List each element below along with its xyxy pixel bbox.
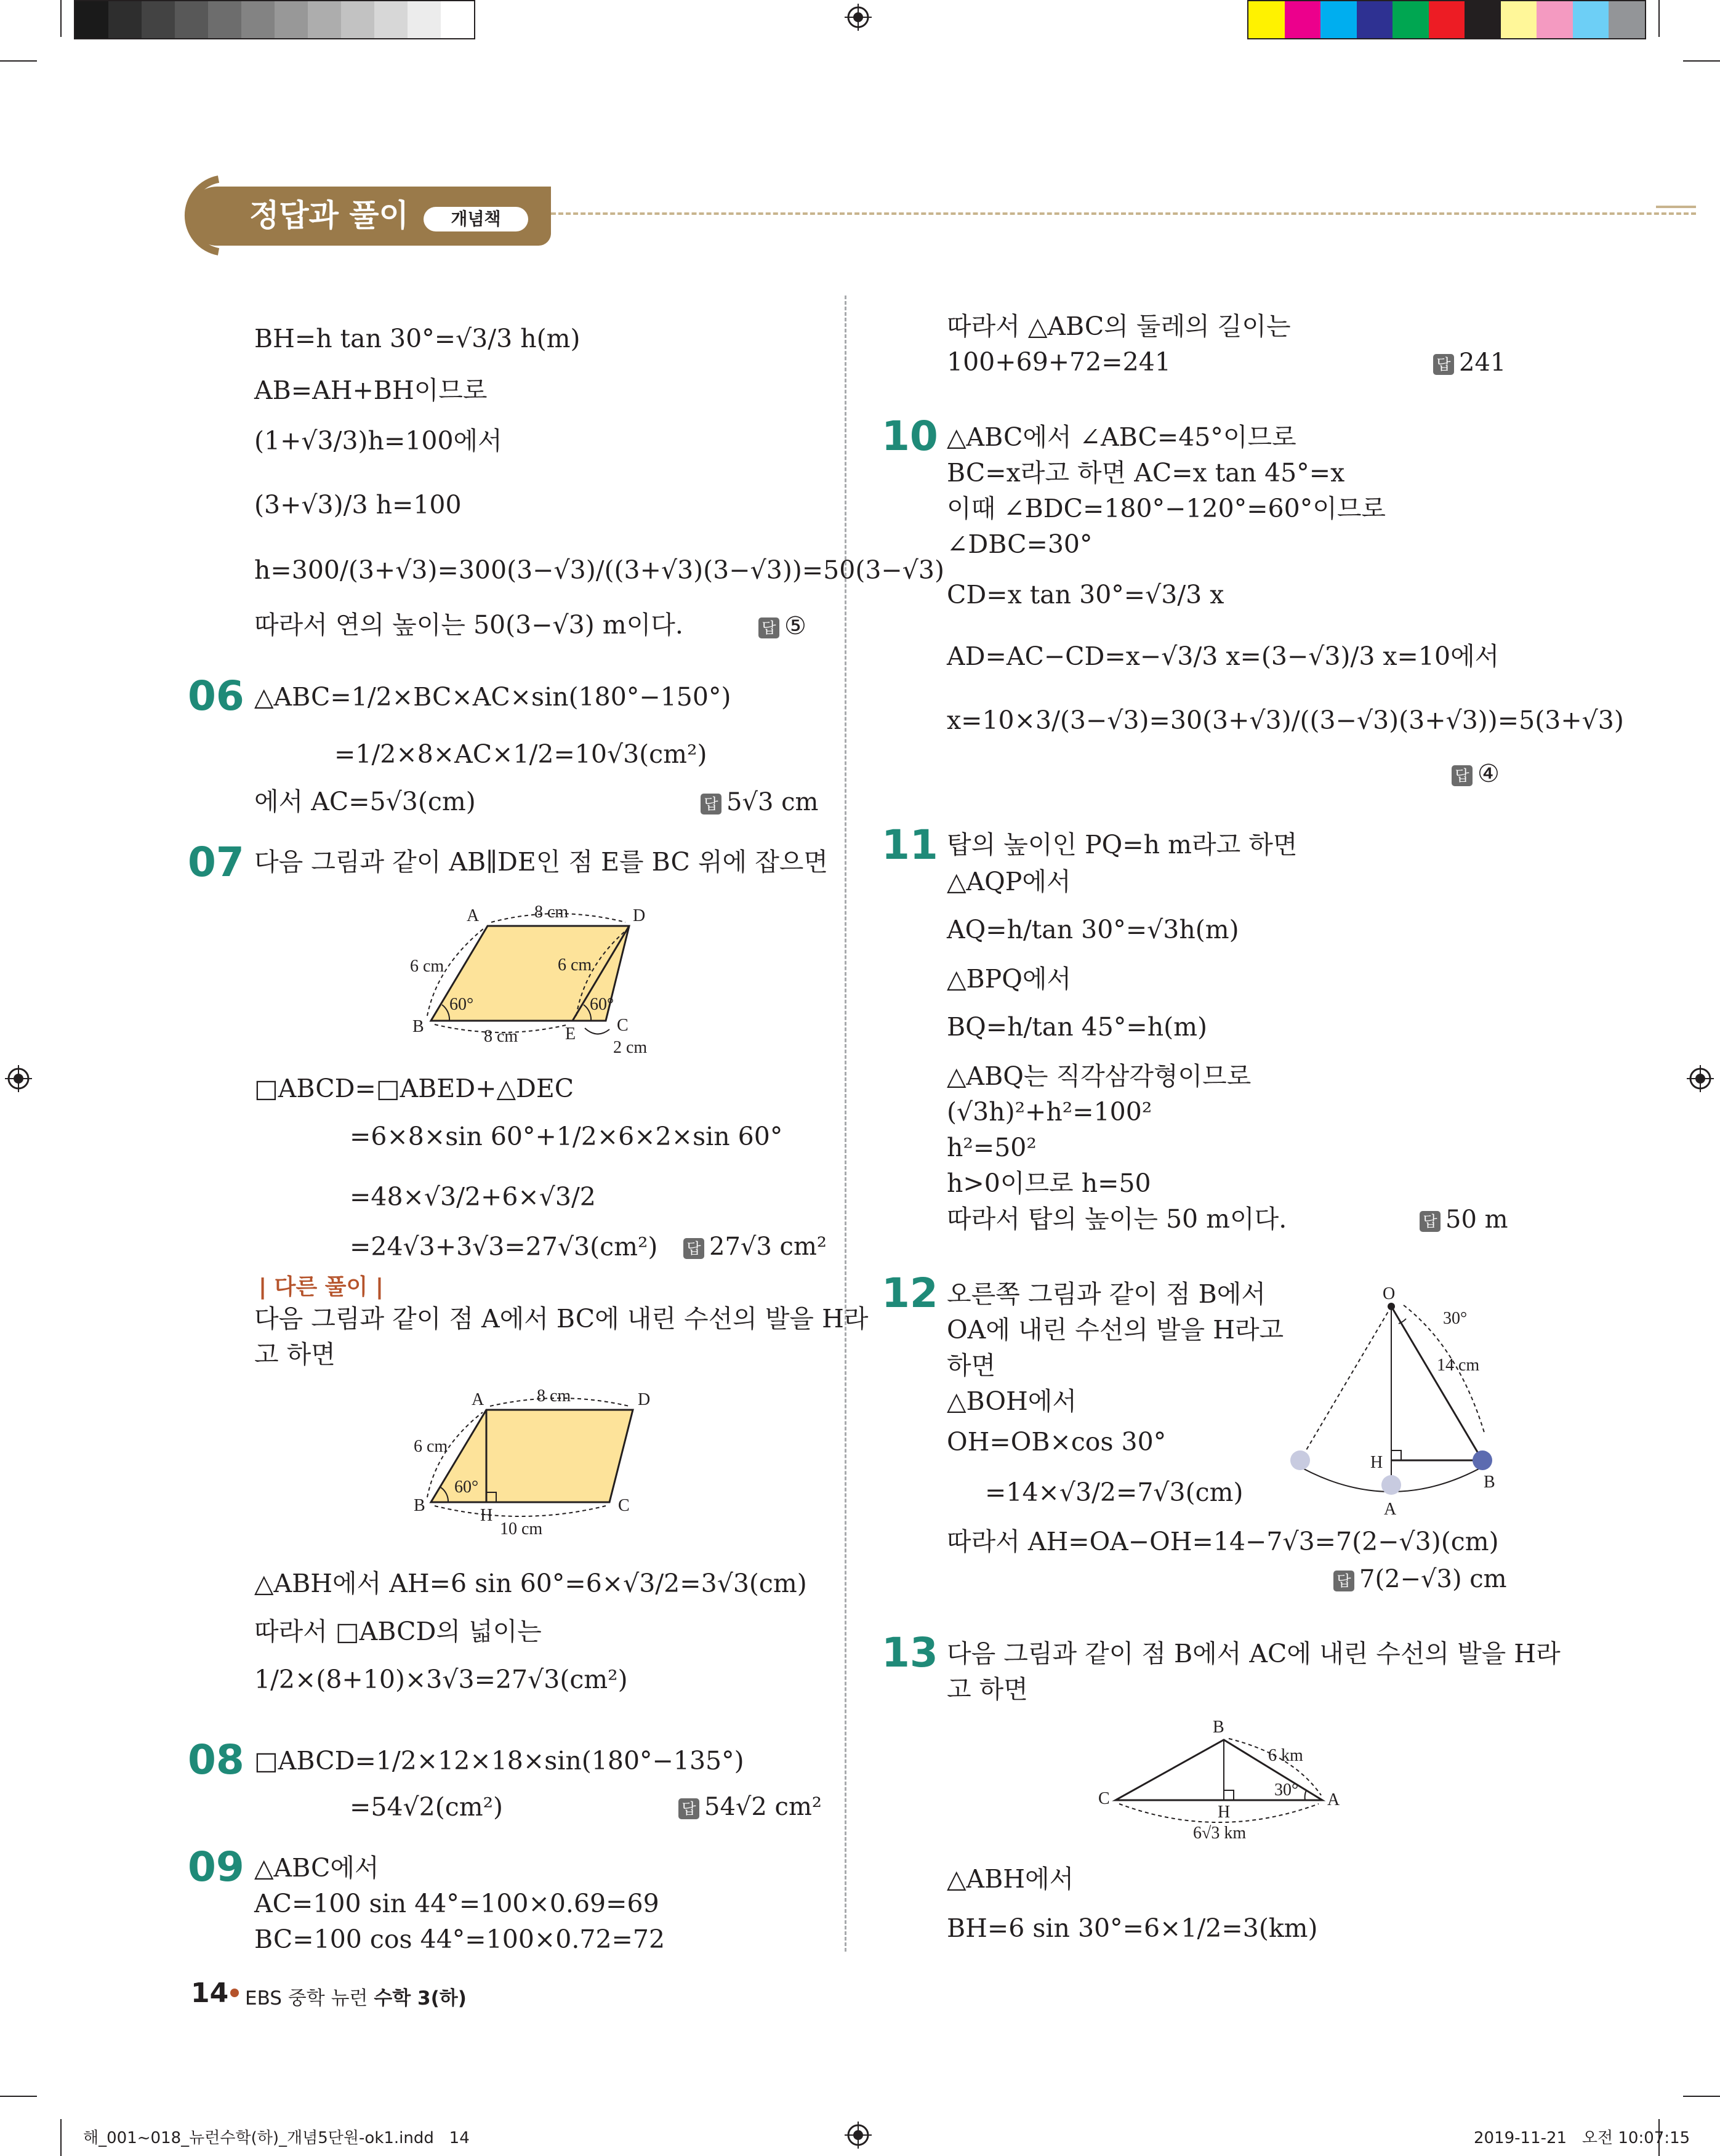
text-line: 하면 xyxy=(947,1351,996,1380)
text-line: 따라서 □ABCD의 넓이는 xyxy=(254,1617,542,1646)
fig-label: 30° xyxy=(1443,1309,1468,1328)
text-line: 탑의 높이인 PQ=h m라고 하면 xyxy=(947,830,1298,859)
answer-mark-icon: 답 xyxy=(1433,354,1454,375)
bullet-dot-icon xyxy=(230,1989,239,1997)
fig-label: C xyxy=(618,1496,630,1515)
crop-mark xyxy=(1683,60,1720,62)
equation-line: (√3h)²+h²=100² xyxy=(947,1097,1152,1127)
fig-label: H xyxy=(1370,1453,1383,1472)
text-line: 다음 그림과 같이 점 B에서 AC에 내린 수선의 발을 H라 xyxy=(947,1639,1561,1668)
book-title-bold: 수학 3(하) xyxy=(374,1987,467,2009)
equation-line: (1+√3/3)h=100에서 xyxy=(254,426,502,456)
registration-mark-icon xyxy=(845,4,872,31)
fig-label: A xyxy=(1384,1500,1397,1519)
equation-line: ∠DBC=30° xyxy=(947,529,1093,559)
pendulum-figure xyxy=(1274,1281,1508,1527)
question-number: 13 xyxy=(882,1629,938,1676)
fig-label: 10 cm xyxy=(500,1519,543,1539)
crop-mark xyxy=(1683,2096,1720,2097)
fig-label: E xyxy=(565,1024,576,1044)
fig-label: 60° xyxy=(449,995,474,1014)
question-number: 09 xyxy=(188,1843,244,1891)
crop-mark xyxy=(1658,0,1660,37)
equation-line: BQ=h/tan 45°=h(m) xyxy=(947,1012,1207,1042)
equation-line: =6×8×sin 60°+1/2×6×2×sin 60° xyxy=(350,1122,783,1151)
book-title-prefix: EBS 중학 뉴런 xyxy=(245,1987,368,2009)
question-number: 11 xyxy=(882,821,938,869)
book-title xyxy=(245,1982,467,2010)
question-number: 10 xyxy=(882,412,938,460)
fig-label: 6 km xyxy=(1268,1746,1303,1765)
answer-badge xyxy=(701,788,818,816)
registration-mark-icon xyxy=(845,2122,872,2149)
text-line: 오른쪽 그림과 같이 점 B에서 xyxy=(947,1279,1266,1309)
equation-line: =48×√3/2+6×√3/2 xyxy=(350,1182,596,1212)
text-line: △ABH에서 xyxy=(947,1864,1074,1894)
answer-mark-icon: 답 xyxy=(678,1798,699,1819)
equation-line: h=300/(3+√3)=300(3−√3)/((3+√3)(3−√3))=50(3−√3) xyxy=(254,555,944,585)
column-divider xyxy=(845,296,846,1952)
fig-label: A xyxy=(467,906,480,925)
answer-mark-icon: 답 xyxy=(1333,1571,1354,1591)
question-number: 12 xyxy=(882,1269,938,1317)
equation-line: AD=AC−CD=x−√3/3 x=(3−√3)/3 x=10에서 xyxy=(947,642,1500,671)
header-dotted-rule xyxy=(551,212,1696,215)
equation-line: h>0이므로 h=50 xyxy=(947,1169,1151,1198)
equation-line: CD=x tan 30°=√3/3 x xyxy=(947,580,1224,609)
equation-line: □ABCD=1/2×12×18×sin(180°−135°) xyxy=(254,1746,744,1776)
fig-label: 8 cm xyxy=(537,1386,571,1406)
answer-mark-icon: 답 xyxy=(701,794,721,815)
answer-value: 241 xyxy=(1459,348,1506,377)
alt-solution-label: | 다른 풀이 | xyxy=(259,1274,384,1300)
text-line: △ABC에서 xyxy=(254,1853,379,1883)
fig-label: 6 cm xyxy=(558,955,592,975)
gray-color-bar xyxy=(74,0,475,39)
registration-mark-icon xyxy=(5,1065,32,1092)
text-line: 고 하면 xyxy=(947,1675,1028,1704)
answer-mark-icon: 답 xyxy=(683,1238,704,1259)
parallelogram-figure-2 xyxy=(400,1379,665,1545)
equation-line: h²=50² xyxy=(947,1133,1037,1162)
page-title: 정답과 풀이 xyxy=(249,198,409,233)
answer-mark-icon: 답 xyxy=(758,617,779,638)
fig-label: 8 cm xyxy=(534,903,569,922)
fig-label: B xyxy=(1484,1473,1495,1492)
equation-line: 따라서 AH=OA−OH=14−7√3=7(2−√3)(cm) xyxy=(947,1527,1499,1556)
equation-line: 100+69+72=241 xyxy=(947,347,1171,377)
equation-line: AB=AH+BH이므로 xyxy=(254,376,488,405)
equation-line: △ABC=1/2×BC×AC×sin(180°−150°) xyxy=(254,682,731,712)
fig-label: B xyxy=(1213,1718,1224,1737)
answer-mark-icon: 답 xyxy=(1452,765,1473,786)
answer-value: ⑤ xyxy=(784,612,806,640)
answer-badge xyxy=(1333,1565,1507,1593)
equation-line: BC=100 cos 44°=100×0.72=72 xyxy=(254,1925,665,1954)
text-line: △ABQ는 직각삼각형이므로 xyxy=(947,1061,1252,1091)
answer-value: 50 m xyxy=(1445,1205,1508,1234)
answer-badge xyxy=(683,1233,827,1261)
fig-label: B xyxy=(412,1017,424,1036)
equation-line: =54√2(cm²) xyxy=(350,1792,504,1822)
equation-line: 1/2×(8+10)×3√3=27√3(cm²) xyxy=(254,1665,628,1694)
fig-label: O xyxy=(1383,1284,1396,1303)
answer-badge xyxy=(1433,348,1506,377)
equation-line: OH=OB×cos 30° xyxy=(947,1427,1167,1457)
fig-label: A xyxy=(472,1390,484,1409)
answer-badge xyxy=(1452,760,1500,788)
text-line: △AQP에서 xyxy=(947,867,1071,896)
fig-label: 6 cm xyxy=(410,957,444,976)
fig-label: 8 cm xyxy=(484,1027,518,1046)
text-line: △BPQ에서 xyxy=(947,964,1072,994)
question-number: 08 xyxy=(188,1736,244,1784)
parallelogram-figure-1 xyxy=(400,899,665,1065)
equation-line: BH=h tan 30°=√3/3 h(m) xyxy=(254,324,581,353)
equation-line: 이때 ∠BDC=180°−120°=60°이므로 xyxy=(947,494,1386,523)
crop-mark xyxy=(0,60,37,62)
fig-label: B xyxy=(414,1496,425,1515)
fig-label: A xyxy=(1327,1790,1340,1809)
text-line: 따라서 △ABC의 둘레의 길이는 xyxy=(947,312,1291,341)
answer-value: 27√3 cm² xyxy=(709,1233,827,1261)
text-line: △ABC에서 ∠ABC=45°이므로 xyxy=(947,422,1296,452)
equation-line: =1/2×8×AC×1/2=10√3(cm²) xyxy=(334,739,707,769)
answer-badge xyxy=(678,1793,822,1821)
fig-label: 14 cm xyxy=(1437,1356,1480,1375)
text-line: OA에 내린 수선의 발을 H라고 xyxy=(947,1315,1284,1345)
text-line: 고 하면 xyxy=(254,1340,336,1369)
crop-mark xyxy=(0,2096,37,2097)
equation-line: BH=6 sin 30°=6×1/2=3(km) xyxy=(947,1913,1318,1943)
text-line: 따라서 연의 높이는 50(3−√3) m이다. xyxy=(254,610,683,640)
registration-mark-icon xyxy=(1687,1065,1714,1092)
equation-line: 에서 AC=5√3(cm) xyxy=(254,787,476,816)
header-badge: 개념책 xyxy=(424,207,528,231)
fig-label: 30° xyxy=(1274,1780,1299,1800)
equation-line: (3+√3)/3 h=100 xyxy=(254,490,462,520)
text-line: 따라서 탑의 높이는 50 m이다. xyxy=(947,1204,1287,1234)
header-solid-rule xyxy=(1656,206,1696,208)
question-number: 07 xyxy=(188,839,244,886)
fig-label: D xyxy=(633,906,646,925)
fig-label: H xyxy=(1218,1803,1231,1822)
answer-value: 54√2 cm² xyxy=(704,1793,822,1821)
equation-line: BC=x라고 하면 AC=x tan 45°=x xyxy=(947,458,1345,488)
fig-label: 6√3 km xyxy=(1193,1824,1247,1843)
file-info: 해_001~018_뉴런수학(하)_개념5단원-ok1.indd 14 xyxy=(83,2129,470,2147)
crop-mark xyxy=(60,2119,62,2156)
fig-label: 2 cm xyxy=(613,1038,648,1057)
fig-label: C xyxy=(617,1016,629,1035)
text-line: 다음 그림과 같이 점 A에서 BC에 내린 수선의 발을 H라 xyxy=(254,1304,869,1333)
triangle-figure xyxy=(1090,1712,1360,1853)
answer-value: 5√3 cm xyxy=(726,788,819,816)
fig-label: 6 cm xyxy=(414,1437,448,1456)
cmyk-color-bar xyxy=(1247,0,1646,39)
text-line: 다음 그림과 같이 AB∥DE인 점 E를 BC 위에 잡으면 xyxy=(254,847,829,877)
fig-label: 60° xyxy=(590,995,614,1014)
equation-line: =14×√3/2=7√3(cm) xyxy=(985,1478,1244,1507)
answer-badge xyxy=(1420,1205,1508,1234)
crop-mark xyxy=(60,0,62,37)
fig-label: D xyxy=(638,1390,651,1409)
answer-mark-icon: 답 xyxy=(1420,1211,1441,1232)
fig-label: C xyxy=(1098,1789,1110,1808)
timestamp: 2019-11-21 오전 10:07:15 xyxy=(1474,2129,1690,2147)
answer-badge xyxy=(758,612,806,640)
text-line: △BOH에서 xyxy=(947,1386,1077,1416)
equation-line: =24√3+3√3=27√3(cm²) xyxy=(350,1232,658,1261)
fig-label: 60° xyxy=(454,1478,479,1497)
answer-value: ④ xyxy=(1477,760,1500,788)
equation-line: AC=100 sin 44°=100×0.69=69 xyxy=(254,1889,659,1918)
fig-label: H xyxy=(480,1506,493,1525)
page-number: 14 xyxy=(191,1977,229,2009)
equation-line: □ABCD=□ABED+△DEC xyxy=(254,1074,574,1103)
question-number: 06 xyxy=(188,672,244,720)
equation-line: x=10×3/(3−√3)=30(3+√3)/((3−√3)(3+√3))=5(3+√3) xyxy=(947,706,1624,735)
answer-value: 7(2−√3) cm xyxy=(1359,1565,1507,1593)
equation-line: △ABH에서 AH=6 sin 60°=6×√3/2=3√3(cm) xyxy=(254,1569,807,1598)
equation-line: AQ=h/tan 30°=√3h(m) xyxy=(947,915,1239,944)
